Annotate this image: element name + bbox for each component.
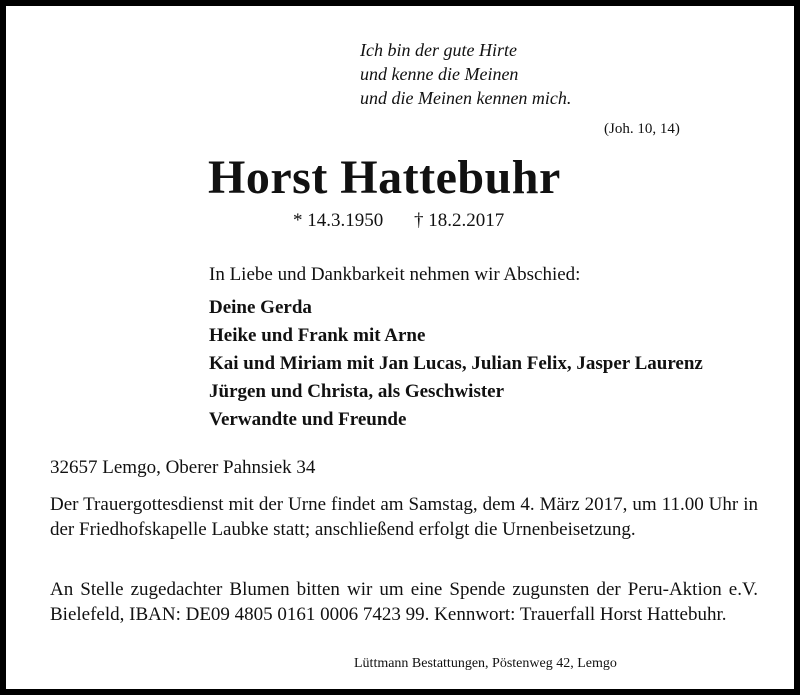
- family-address: 32657 Lemgo, Oberer Pahnsiek 34: [50, 457, 316, 478]
- mourner-entry: Kai und Miriam mit Jan Lucas, Julian Felix, Jasper Laurenz: [209, 353, 703, 374]
- verse-reference: (Joh. 10, 14): [604, 121, 680, 137]
- death-date: † 18.2.2017: [414, 210, 505, 231]
- verse-line: und die Meinen kennen mich.: [360, 88, 572, 108]
- verse-line: Ich bin der gute Hirte: [360, 40, 517, 60]
- service-paragraph: Der Trauergottesdienst mit der Urne findet am Samstag, dem 4. März 2017, um 11.00 Uhr in der Friedhofskapelle Laubke statt; anschließend erfolgt die Urnenbeisetzung.: [50, 494, 758, 540]
- mourner-entry: Deine Gerda: [209, 297, 312, 318]
- farewell-line: In Liebe und Dankbarkeit nehmen wir Abschied:: [209, 264, 581, 285]
- mourner-entry: Jürgen und Christa, als Geschwister: [209, 381, 505, 402]
- bible-verse: [360, 38, 571, 110]
- mourner-entry: Verwandte und Freunde: [209, 409, 407, 430]
- mourner-entry: Heike und Frank mit Arne: [209, 325, 426, 346]
- deceased-name: Horst Hattebuhr: [208, 151, 561, 204]
- birth-date: * 14.3.1950: [293, 210, 384, 231]
- verse-line: und kenne die Meinen: [360, 64, 519, 84]
- undertaker-line: Lüttmann Bestattungen, Pöstenweg 42, Lemgo: [354, 656, 617, 671]
- donation-paragraph: An Stelle zugedachter Blumen bitten wir um eine Spende zugunsten der Peru-Aktion e.V. Bielefeld, IBAN: DE09 4805 0161 0006 7423 99. Kennwort: Trauerfall Horst Hattebuhr.: [50, 579, 758, 625]
- mourners-list: [209, 294, 703, 434]
